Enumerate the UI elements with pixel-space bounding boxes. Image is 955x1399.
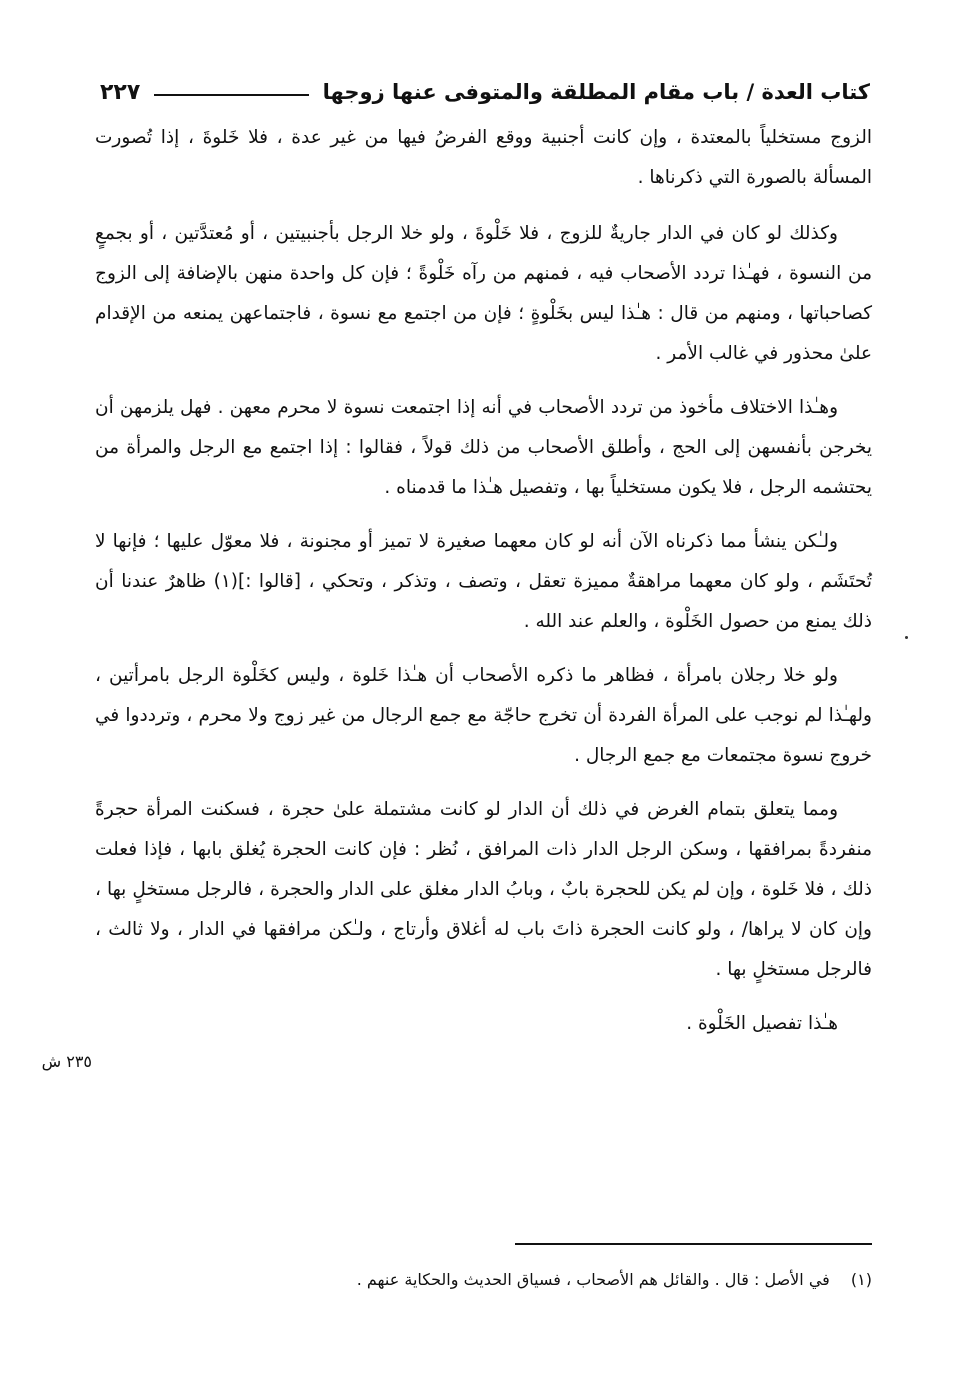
- paragraph-1: الزوج مستخلياً بالمعتدة ، وإن كانت أجنبية ووقع الفرضُ فيها من غير عدة ، فلا خَلوةَ ، إذا تُصورت المسألة بالصورة التي ذكرناها .: [95, 127, 872, 188]
- header-rule: [154, 94, 308, 96]
- paragraph-7: هـٰذا تفصيل الخَلْوة .: [686, 1013, 838, 1034]
- paragraph-6: ومما يتعلق بتمام الغرض في ذلك أن الدار لو كانت مشتملة علىٰ حجرة ، فسكنت المرأة حجرةً منفردةً بمرافقها ، وسكن الرجل الدار ذات المرافق ، نُظر : فإن كانت الحجرة يُغلق بابها ، فإذا فعلت ذلك ، فلا خَلوة ، وإن لم يكن للحجرة بابٌ ، وبابُ الدار مغلق على الدار والحجرة ، فالرجل مستخلٍ بها ، وإن كان لا يراها/ ، ولو كانت الحجرة ذاتَ باب له أغلاق وأرتاج ، ولـٰكن مرافقها في الدار ، ولا ثالث ، فالرجل مستخلٍ بها .: [95, 799, 872, 980]
- footnote-separator: [515, 1243, 872, 1245]
- manuscript-margin-note: ٢٣٥ ش: [41, 1052, 92, 1071]
- paragraph-3: وهـٰذا الاختلاف مأخوذ من تردد الأصحاب في أنه إذا اجتمعت نسوة لا محرم معهن . فهل يلزمهن أن يخرجن بأنفسهن إلى الحج ، وأطلق الأصحاب من ذلك قولاً ، فقالوا : إذا اجتمع مع الرجل والمرأة من يحتشمه الرجل ، فلا يكون مستخلياً بها ، وتفصيل هـٰذا ما قدمناه .: [95, 397, 872, 498]
- footnote-text: في الأصل : قال . والقائل هم الأصحاب ، فسياق الحديث والحكاية عنهم .: [356, 1270, 830, 1289]
- page-number: ٢٢٧: [100, 79, 141, 105]
- main-text: [95, 118, 872, 1044]
- paragraph-5: ولو خلا رجلان بامرأة ، فظاهر ما ذكره الأصحاب أن هـٰذا خَلوة ، وليس كخَلْوة الرجل بامرأتين ، ولهـٰذا لم نوجب على المرأة الفردة أن تخرج حاجّة مع جمع الرجال من غير زوج ولا محرم ، وترددوا في خروج نسوة مجتمعات مع جمع الرجال .: [95, 665, 872, 766]
- scan-speck: [905, 636, 908, 639]
- paragraph-2: وكذلك لو كان في الدار جاريةٌ للزوج ، فلا خَلْوةَ ، ولو خلا الرجل بأجنبيتين ، أو مُعتدَّتين ، أو بجمعٍ من النسوة ، فهـٰذا تردد الأصحاب فيه ، فمنهم من رآه خَلْوةً ؛ فإن كل واحدة منهن بالإضافة إلى الزوج كصاحباتها ، ومنهم من قال : هـٰذا ليس بخَلْوةٍ ؛ فإن من اجتمع مع نسوة ، فاجتماعهن يمنعه من الإقدام علىٰ محذور في غالب الأمر .: [95, 223, 872, 364]
- paragraph-4: ولـٰكن ينشأ مما ذكرناه الآن أنه لو كان معهما صغيرة لا تميز أو مجنونة ، فلا معوّل عليها ؛ فإنها لا تُحتَشَم ، ولو كان معهما مراهقةٌ مميزة تعقل ، وتصف ، وتذكر ، وتحكي ، [قالوا :](١) ظاهرٌ عندنا أن ذلك يمنع من حصول الخَلْوة ، والعلم عند الله .: [95, 531, 872, 632]
- running-title: كتاب العدة / باب مقام المطلقة والمتوفى عنها زوجها: [322, 80, 870, 104]
- page-header: [100, 72, 870, 112]
- footnote: [95, 1270, 872, 1289]
- footnote-marker: (١): [850, 1270, 872, 1289]
